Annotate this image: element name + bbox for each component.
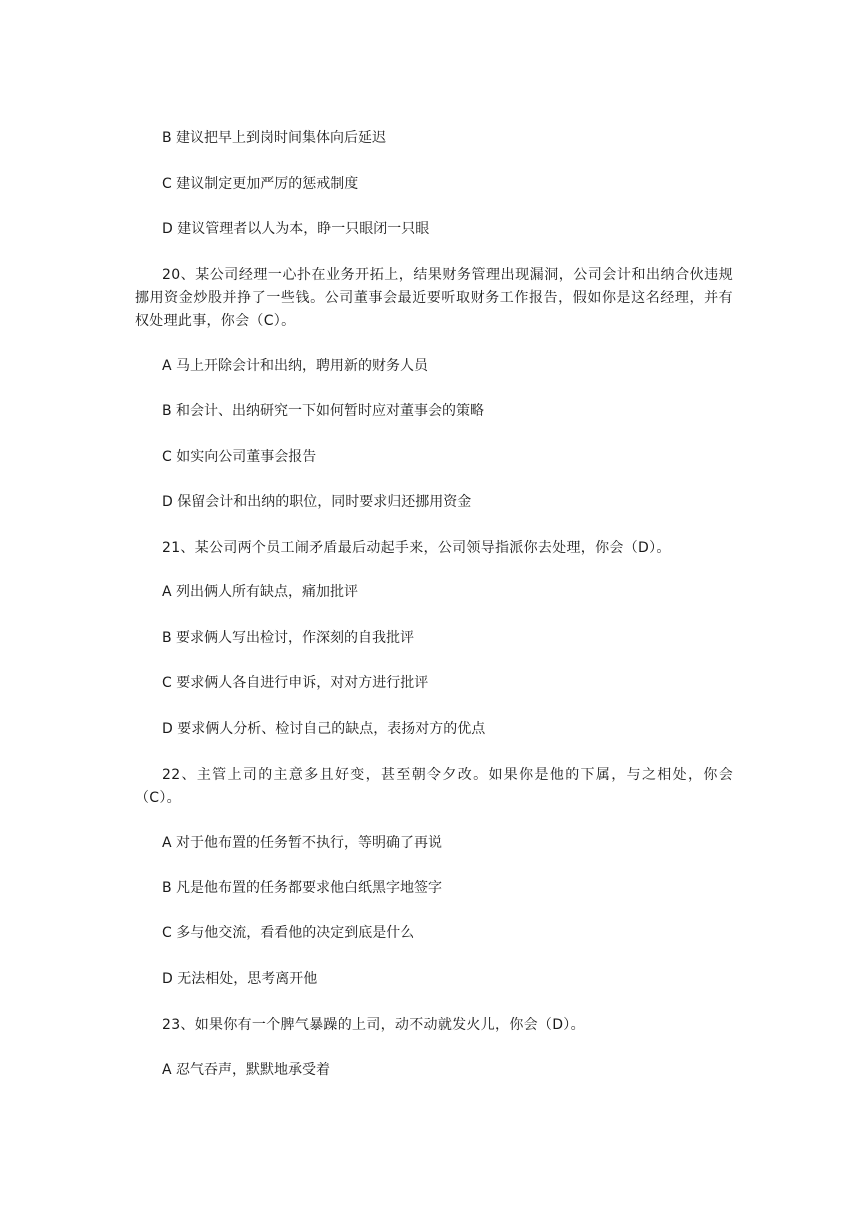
question-23: 23、如果你有一个脾气暴躁的上司，动不动就发火儿，你会（D）。	[162, 1017, 585, 1033]
option-d-q21: D 要求俩人分析、检讨自己的缺点，表扬对方的优点	[162, 721, 486, 737]
option-d-q20: D 保留会计和出纳的职位，同时要求归还挪用资金	[162, 494, 472, 510]
option-c-q19: C 建议制定更加严厉的惩戒制度	[162, 176, 359, 192]
option-b-q22: B 凡是他布置的任务都要求他白纸黑字地签字	[162, 880, 443, 896]
option-a-q20: A 马上开除会计和出纳，聘用新的财务人员	[162, 358, 429, 374]
option-c-q21: C 要求俩人各自进行申诉，对对方进行批评	[162, 675, 429, 691]
option-c-q20: C 如实向公司董事会报告	[162, 449, 317, 465]
option-d-q22: D 无法相处，思考离开他	[162, 971, 318, 987]
option-a-q21: A 列出俩人所有缺点，痛加批评	[162, 584, 359, 600]
option-b-q20: B 和会计、出纳研究一下如何暂时应对董事会的策略	[162, 403, 485, 419]
question-20: 20、某公司经理一心扑在业务开拓上，结果财务管理出现漏洞，公司会计和出纳合伙违规挪用资金炒股并挣了一些钱。公司董事会最近要听取财务工作报告，假如你是这名经理，并有权处理此事，你会（C）。	[135, 267, 733, 329]
option-b-q19: B 建议把早上到岗时间集体向后延迟	[162, 130, 387, 146]
question-22: 22、主管上司的主意多且好变，甚至朝令夕改。如果你是他的下属，与之相处，你会（C）。	[135, 767, 733, 806]
option-d-q19: D 建议管理者以人为本，睁一只眼闭一只眼	[162, 221, 430, 237]
option-c-q22: C 多与他交流，看看他的决定到底是什么	[162, 925, 415, 941]
option-a-q23: A 忍气吞声，默默地承受着	[162, 1062, 331, 1078]
option-b-q21: B 要求俩人写出检讨，作深刻的自我批评	[162, 630, 415, 646]
option-a-q22: A 对于他布置的任务暂不执行，等明确了再说	[162, 835, 443, 851]
question-21: 21、某公司两个员工闹矛盾最后动起手来，公司领导指派你去处理，你会（D）。	[162, 540, 671, 556]
